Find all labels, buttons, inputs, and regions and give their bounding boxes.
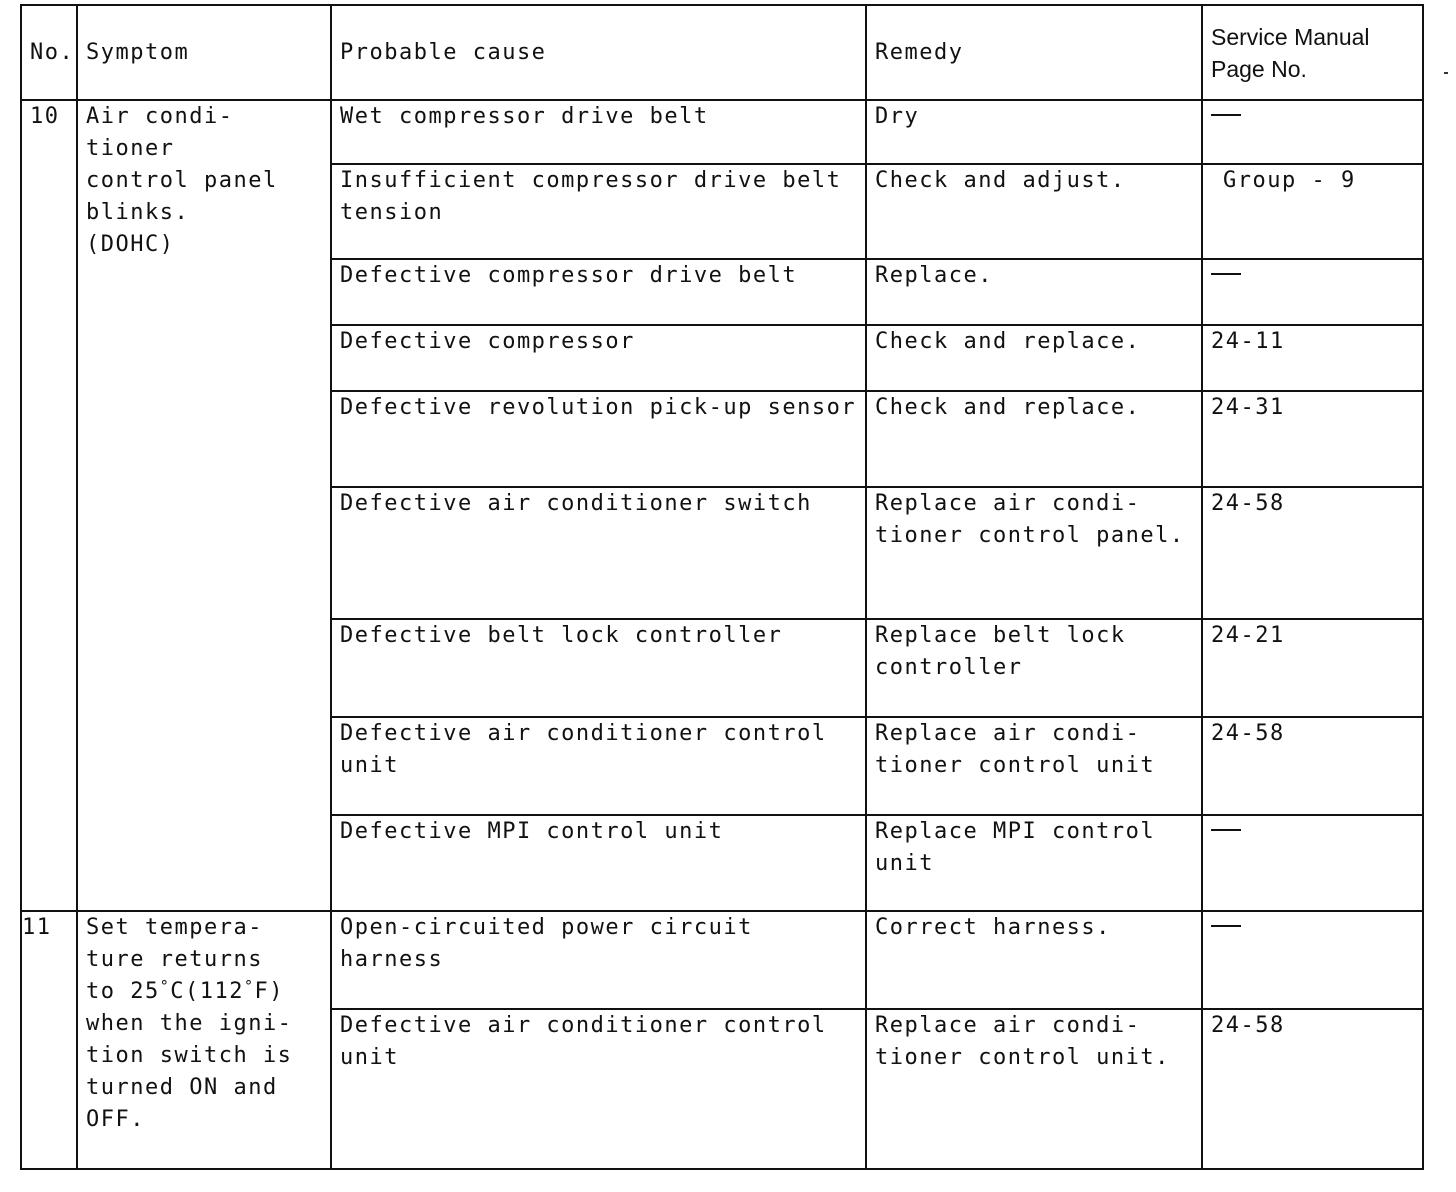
probable-cause: Wet compressor drive belt: [331, 100, 866, 164]
remedy: Dry: [866, 100, 1202, 164]
remedy: Check and adjust.: [866, 164, 1202, 259]
probable-cause: Defective air conditioner control unit: [331, 1009, 866, 1169]
symptom-text: Air condi- tioner control panel blinks. (DOHC): [77, 100, 331, 911]
remedy: Replace air condi-tioner control unit.: [866, 1009, 1202, 1169]
remedy: Correct harness.: [866, 911, 1202, 1009]
probable-cause: Defective air conditioner switch: [331, 487, 866, 619]
probable-cause: Defective compressor: [331, 325, 866, 391]
remedy: Check and replace.: [866, 391, 1202, 487]
page-no: 24-58: [1202, 487, 1423, 619]
remedy: Replace.: [866, 259, 1202, 325]
header-remedy: Remedy: [866, 5, 1202, 100]
probable-cause: Defective revolution pick-up sensor: [331, 391, 866, 487]
degree-sign: °: [244, 977, 255, 995]
page-no: 24-11: [1202, 325, 1423, 391]
remedy: Replace air condi-tioner control unit: [866, 717, 1202, 815]
page-no-dash: [1202, 100, 1423, 164]
symptom-text-a: Set tempera- ture returns to 25: [86, 915, 263, 1004]
page-no: 24-21: [1202, 619, 1423, 717]
page-no: 24-31: [1202, 391, 1423, 487]
margin-mark: [1444, 72, 1448, 74]
symptom-number: 10: [21, 100, 77, 911]
dash-mark: [1211, 114, 1241, 116]
page-no: 24-58: [1202, 717, 1423, 815]
probable-cause: Defective belt lock controller: [331, 619, 866, 717]
symptom-text: [77, 911, 331, 1169]
probable-cause: Defective air conditioner control unit: [331, 717, 866, 815]
header-row: [21, 5, 1423, 100]
symptom-text-b: C(112: [170, 979, 244, 1004]
remedy: Replace air condi-tioner control panel.: [866, 487, 1202, 619]
remedy: Replace MPI control unit: [866, 815, 1202, 911]
probable-cause: Defective MPI control unit: [331, 815, 866, 911]
header-symptom: Symptom: [77, 5, 331, 100]
remedy: Check and replace.: [866, 325, 1202, 391]
dash-mark: [1211, 925, 1241, 927]
table-row: [21, 100, 1423, 164]
page-no: Group - 9: [1202, 164, 1423, 259]
degree-sign: °: [159, 977, 171, 995]
symptom-text-c: F) when the igni- tion switch is turned ON and OFF.: [86, 979, 293, 1132]
page-no-dash: [1202, 815, 1423, 911]
page-no-dash: [1202, 911, 1423, 1009]
troubleshooting-table: [20, 4, 1424, 1170]
header-probable-cause: Probable cause: [331, 5, 866, 100]
probable-cause: Insufficient compressor drive belt tension: [331, 164, 866, 259]
symptom-number: 11: [21, 911, 77, 1169]
probable-cause: Defective compressor drive belt: [331, 259, 866, 325]
header-no: No.: [21, 5, 77, 100]
troubleshooting-sheet: [20, 4, 1422, 1170]
remedy: Replace belt lock controller: [866, 619, 1202, 717]
header-page-line1: Service Manual: [1211, 23, 1370, 50]
page-no-dash: [1202, 259, 1423, 325]
page-no: 24-58: [1202, 1009, 1423, 1169]
header-page-line2: Page No.: [1211, 55, 1307, 82]
dash-mark: [1211, 829, 1241, 831]
table-row: [21, 911, 1423, 1009]
header-page-no: [1202, 5, 1423, 100]
probable-cause: Open-circuited power circuit harness: [331, 911, 866, 1009]
dash-mark: [1211, 273, 1241, 275]
